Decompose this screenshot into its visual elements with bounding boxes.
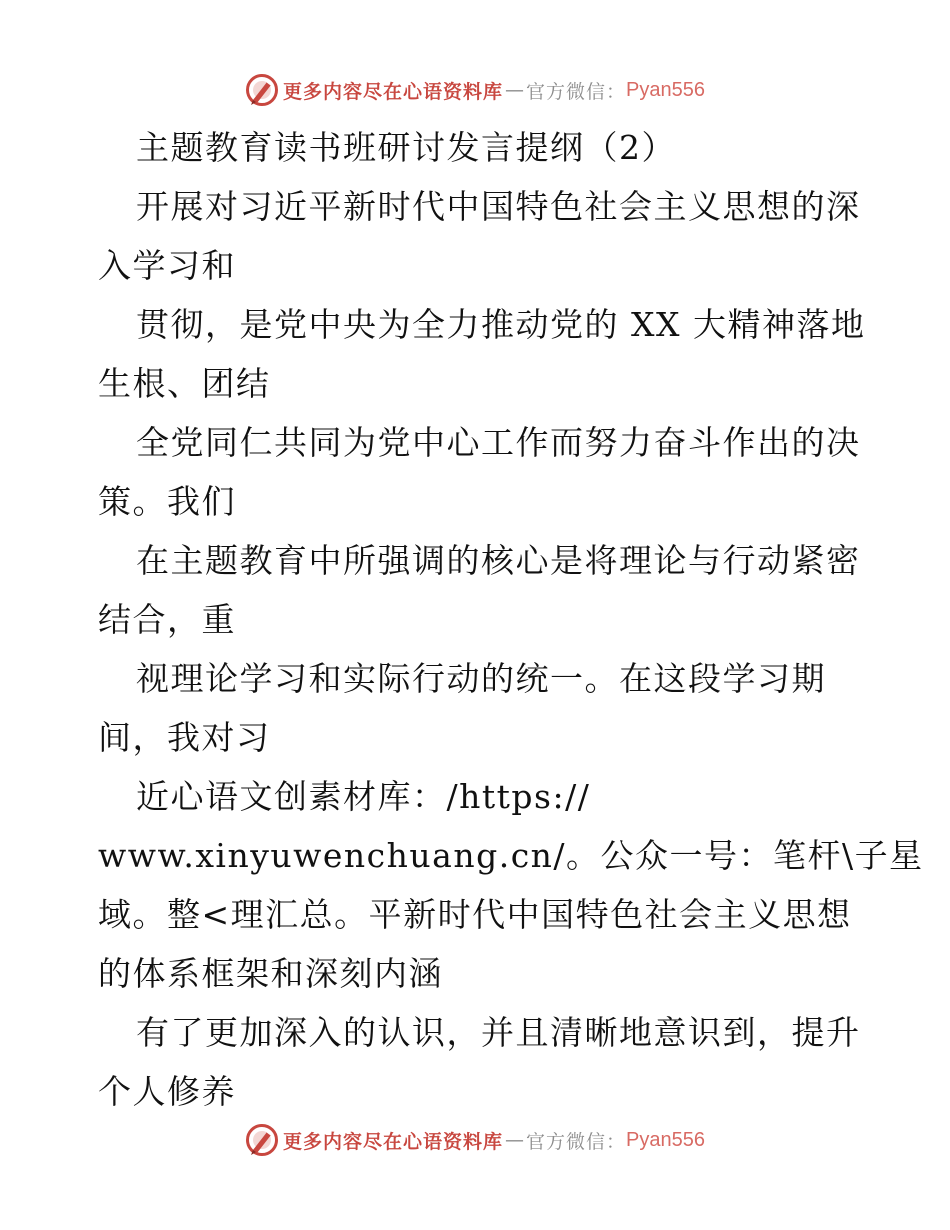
text-line: 生根、团结	[98, 364, 271, 403]
text-line: 间，我对习	[98, 718, 271, 757]
banner-wechat-label: 官方微信：	[526, 80, 627, 103]
text-line: 个人修养	[98, 1072, 236, 1111]
banner-wechat-label: 官方微信：	[526, 1130, 627, 1153]
banner-wechat-id: Pyan556	[626, 1128, 705, 1151]
banner-separator: —	[505, 79, 525, 101]
text-line: www.xinyuwenchuang.cn/。公众一号：笔杆\子星	[98, 836, 924, 875]
pen-logo-icon	[245, 73, 279, 107]
text-line: 视理论学习和实际行动的统一。在这段学习期	[136, 659, 826, 698]
text-line: 在主题教育中所强调的核心是将理论与行动紧密	[136, 541, 861, 580]
text-line: 全党同仁共同为党中心工作而努力奋斗作出的决	[136, 423, 861, 462]
document-title: 主题教育读书班研讨发言提纲（2）	[136, 128, 676, 167]
footer-banner	[0, 1120, 950, 1160]
text-line: 策。我们	[98, 482, 236, 521]
banner-separator: —	[505, 1129, 525, 1151]
text-line: 域。整<理汇总。平新时代中国特色社会主义思想	[98, 895, 852, 934]
banner-brand-text: 更多内容尽在心语资料库	[283, 1130, 504, 1153]
document-body	[98, 118, 924, 1121]
text-line: 贯彻，是党中央为全力推动党的 XX 大精神落地	[136, 305, 866, 344]
text-line: 入学习和	[98, 246, 236, 285]
banner-wechat-id: Pyan556	[626, 78, 705, 101]
text-line: 开展对习近平新时代中国特色社会主义思想的深	[136, 187, 861, 226]
pen-logo-icon	[245, 1123, 279, 1157]
banner-brand-text: 更多内容尽在心语资料库	[283, 80, 504, 103]
text-line: 近心语文创素材库：/https://	[136, 777, 591, 816]
text-line: 的体系框架和深刻内涵	[98, 954, 443, 993]
text-line: 结合，重	[98, 600, 236, 639]
header-banner	[0, 70, 950, 110]
text-line: 有了更加深入的认识，并且清晰地意识到，提升	[136, 1013, 861, 1052]
